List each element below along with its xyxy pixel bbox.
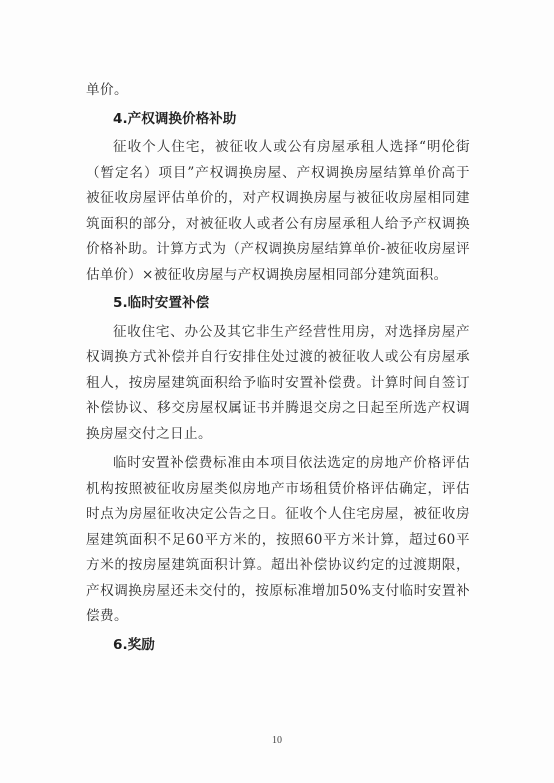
page-number: 10 — [272, 735, 282, 746]
document-body — [86, 78, 470, 658]
section-heading-5: 5.临时安置补偿 — [113, 295, 210, 311]
continuation-text: 单价。 — [86, 82, 128, 98]
section-heading-6: 6.奖励 — [113, 636, 155, 653]
section-5-paragraph-2: 临时安置补偿费标准由本项目依法选定的房地产价格评估机构按照被征收房屋类似房地产市场租赁价格评估确定，评估时点为房屋征收决定公告之日。征收个人住宅房屋，被征收房屋建筑面积不足60平方米的，按照60平方米计算，超过60平方米的按房屋建筑面积计算。超出补偿协议约定的过渡期限，产权调换房屋还未交付的，按原标准增加50%支付临时安置补偿费。 — [86, 455, 470, 624]
section-4-paragraph: 征收个人住宅，被征收人或公有房屋承租人选择“明伦街（暂定名）项目”产权调换房屋、产权调换房屋结算单价高于被征收房屋评估单价的，对产权调换房屋与被征收房屋相同建筑面积的部分，对被征收人或者公有房屋承租人给予产权调换价格补助。计算方式为（产权调换房屋结算单价-被征收房屋评估单价）×被征收房屋与产权调换房屋相同部分建筑面积。 — [86, 139, 470, 283]
section-heading-4: 4.产权调换价格补助 — [113, 110, 237, 127]
section-5-paragraph-1: 征收住宅、办公及其它非生产经营性用房，对选择房屋产权调换方式补偿并自行安排住处过渡的被征收人或公有房屋承租人，按房屋建筑面积给予临时安置补偿费。计算时间自签订补偿协议、移交房屋权属证书并腾退交房之日起至所选产权调换房屋交付之日止。 — [86, 323, 470, 442]
